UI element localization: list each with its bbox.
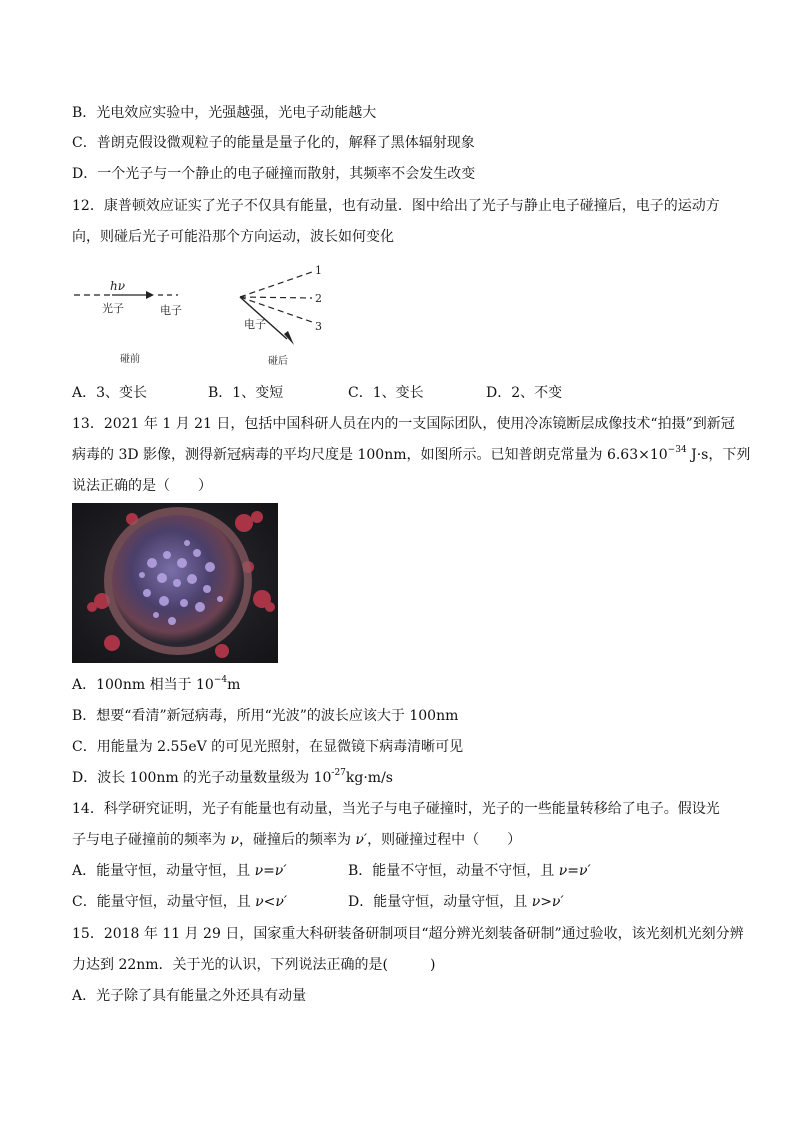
- q15-option-a: A．光子除了具有能量之外还具有动量: [72, 988, 307, 1004]
- q13-stem-line3: 说法正确的是（ ）: [72, 478, 212, 494]
- q14-stem-line1: 14．科学研究证明，光子有能量也有动量，当光子与电子碰撞时，光子的一些能量转移给了电子。假设光: [72, 801, 720, 817]
- photon-arrowhead: [146, 291, 154, 299]
- q12-option-c: C．1、变长: [348, 385, 424, 401]
- q14-option-b: B．能量不守恒，动量不守恒，且 ν=ν′: [348, 863, 591, 879]
- q12-stem-line2: 向，则碰后光子可能沿那个方向运动，波长如何变化: [72, 229, 394, 245]
- q12-option-b: B．1、变短: [208, 385, 284, 401]
- photon-label: 光子: [102, 302, 124, 315]
- q13-option-b: B．想要“看清”新冠病毒，所用“光波”的波长应该大于 100nm: [72, 708, 459, 724]
- q12-option-d: D．2、不变: [486, 385, 563, 401]
- direction-2-label: 2: [315, 292, 322, 305]
- coronavirus-3d-image: [72, 503, 278, 663]
- electron-label-after: 电子: [244, 318, 266, 331]
- direction-1-line: [240, 272, 312, 297]
- hv-label: hν: [110, 279, 126, 293]
- direction-2-line: [240, 297, 312, 298]
- q13-stem-line2: 病毒的 3D 影像，测得新冠病毒的平均尺度是 100nm，如图所示。已知普朗克常量为 $6.63\times 10^{-34}$ J·s，下列: [72, 445, 751, 463]
- q14-option-a: A．能量守恒，动量守恒，且 ν=ν′: [72, 863, 287, 879]
- q15-stem-line2: 力达到 22nm．关于光的认识，下列说法正确的是( ): [72, 957, 436, 973]
- q13-stem-line1: 13．2021 年 1 月 21 日，包括中国科研人员在内的一支国际团队，使用冷冻镜断层成像技术“拍摄”到新冠: [72, 416, 735, 432]
- virus-illustration: [72, 503, 278, 663]
- q15-stem-line1: 15．2018 年 11 月 29 日，国家重大科研装备研制项目“超分辨光刻装备研制”通过验收，该光刻机光刻分辨: [72, 926, 744, 942]
- electron-label-before: 电子: [160, 304, 182, 317]
- q13-option-a: A．100nm 相当于 $10^{-4}m$: [72, 675, 241, 693]
- q11-option-d: D．一个光子与一个静止的电子碰撞而散射，其频率不会发生改变: [72, 166, 476, 182]
- q12-stem-line1: 12．康普顿效应证实了光子不仅具有能量，也有动量．图中给出了光子与静止电子碰撞后，电子的运动方: [72, 198, 720, 214]
- q11-option-c: C．普朗克假设微观粒子的能量是量子化的，解释了黑体辐射现象: [72, 135, 475, 151]
- direction-1-label: 1: [315, 264, 322, 277]
- q13-option-c: C．用能量为 2.55eV 的可见光照射，在显微镜下病毒清晰可见: [72, 739, 464, 755]
- q14-stem-line2: 子与电子碰撞前的频率为 ν，碰撞后的频率为 ν′，则碰撞过程中（ ）: [72, 832, 522, 848]
- q12-option-a: A．3、变长: [72, 385, 148, 401]
- before-label: 碰前: [120, 354, 140, 365]
- q13-option-d: D．波长 100nm 的光子动量数量级为 $10^{-27}kg\cdot m/s$: [72, 768, 393, 786]
- direction-3-label: 3: [315, 320, 322, 333]
- q14-option-c: C．能量守恒，动量守恒，且 ν<ν′: [72, 894, 288, 910]
- compton-scattering-diagram: [72, 262, 352, 372]
- q11-option-b: B．光电效应实验中，光强越强，光电子动能越大: [72, 105, 377, 121]
- q14-option-d: D．能量守恒，动量守恒，且 ν>ν′: [348, 894, 564, 910]
- after-label: 碰后: [268, 356, 288, 367]
